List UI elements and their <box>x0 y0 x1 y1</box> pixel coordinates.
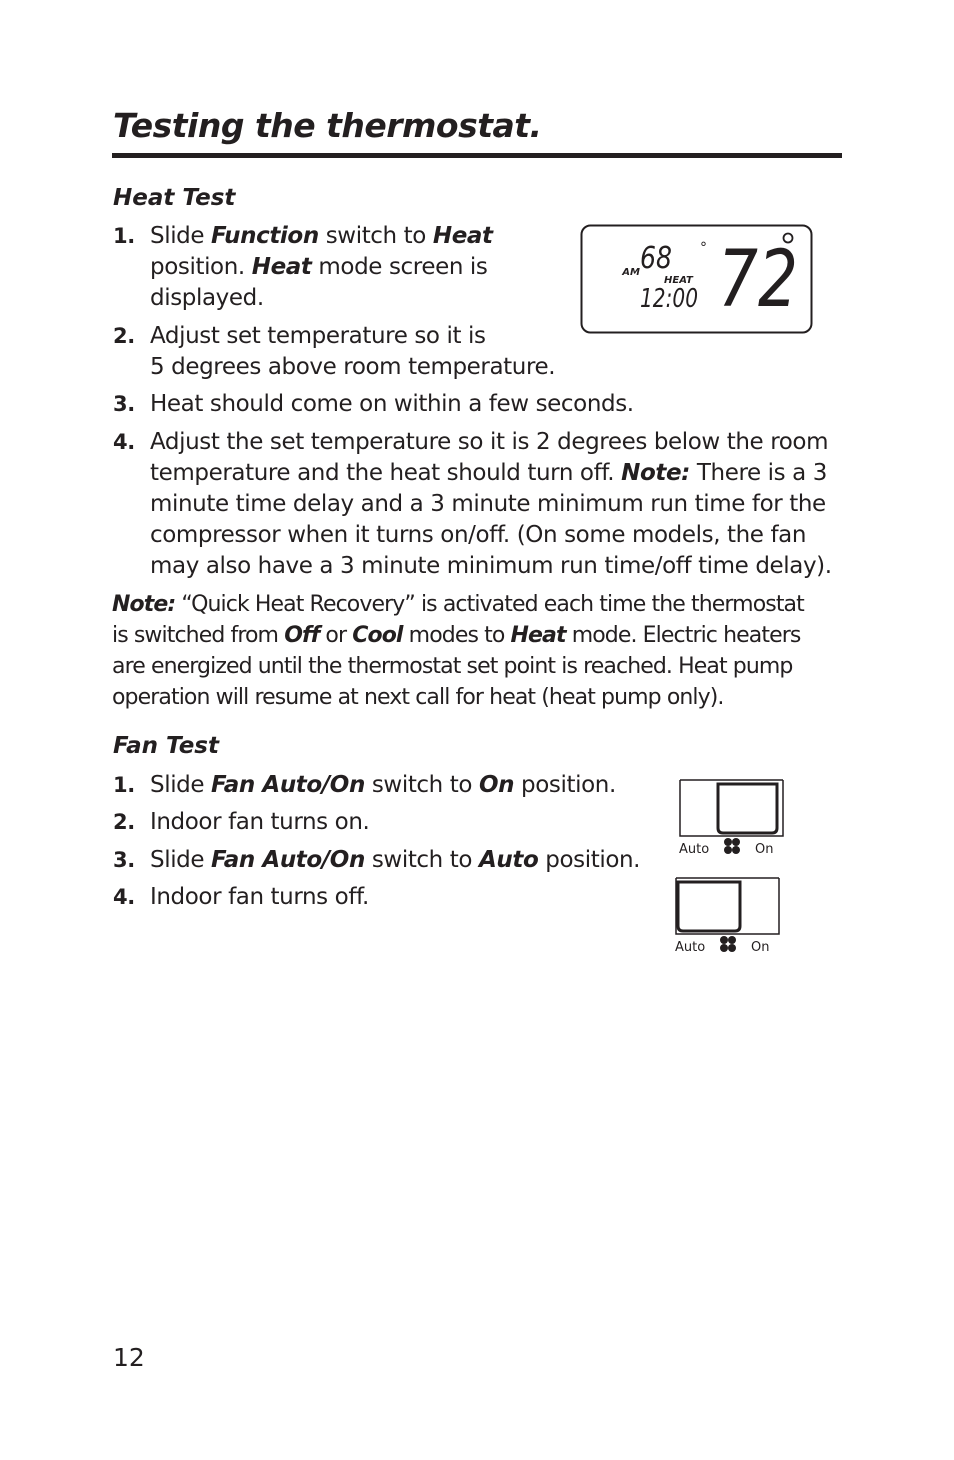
step-number: 1. <box>113 224 135 248</box>
fan-step-4: 4. Indoor fan turns off. <box>0 882 660 914</box>
fan-step-2: 2. Indoor fan turns on. <box>0 807 660 839</box>
fan-switch-auto-illustration <box>668 874 786 956</box>
am-indicator: AM <box>622 267 640 278</box>
set-temp-readout: 68 <box>640 241 672 276</box>
on-label: On <box>755 842 774 857</box>
step-number: 3. <box>113 848 135 872</box>
fan-icon <box>724 838 740 854</box>
fan-test-heading: Fan Test <box>113 733 219 759</box>
heat-mode-indicator: HEAT <box>664 275 693 286</box>
switch-slider-left <box>678 882 740 931</box>
note-line-1: Note: “Quick Heat Recovery” is activated each time the thermostat <box>112 592 804 617</box>
step-number: 3. <box>113 392 135 416</box>
page-title: Testing the thermostat. <box>113 106 542 145</box>
step-number: 2. <box>113 810 135 834</box>
fan-switch-on-illustration <box>672 776 790 858</box>
heat-step-2: 2. Adjust set temperature so it is 5 degrees above room temperature. <box>113 323 556 380</box>
step-number: 4. <box>113 430 135 454</box>
on-label: On <box>751 940 770 955</box>
note-line-4: operation will resume at next call for heat (heat pump only). <box>112 685 724 710</box>
title-rule <box>112 153 842 158</box>
heat-step-3: 3. Heat should come on within a few seconds. <box>0 389 954 421</box>
heat-step-1: 1. Slide Function switch to Heat position. Heat mode screen is displayed. <box>113 223 493 311</box>
switch-housing <box>680 780 783 836</box>
switch-slider-right <box>718 784 777 833</box>
step-number: 2. <box>113 324 135 348</box>
switch-housing <box>676 878 779 934</box>
fan-step-3: 3. Slide Fan Auto/On switch to Auto position. <box>0 845 660 877</box>
page-number: 12 <box>113 1343 145 1372</box>
time-readout: 12:00 <box>640 284 698 314</box>
step-number: 1. <box>113 773 135 797</box>
auto-label: Auto <box>675 940 706 955</box>
thermostat-display-illustration <box>580 224 814 336</box>
fan-step-1: 1. Slide Fan Auto/On switch to On position. <box>0 770 660 802</box>
auto-label: Auto <box>679 842 710 857</box>
fan-icon <box>720 936 736 952</box>
note-line-3: are energized until the thermostat set point is reached. Heat pump <box>112 654 793 679</box>
heat-step-4: 4. Adjust the set temperature so it is 2 degrees below the room temperature and the heat should turn off. Note: There is a 3 minute time delay and a 3 minute minimum run time for the compressor when it turns on/off. (On some models, the fan may also have a 3 minute minimum run time/off time delay). <box>113 429 832 579</box>
degree-symbol: ° <box>700 240 707 256</box>
note-line-2: is switched from Off or Cool modes to Heat mode. Electric heaters <box>112 623 801 648</box>
step-number: 4. <box>113 885 135 909</box>
room-temp-readout: 72 <box>718 235 798 325</box>
heat-test-heading: Heat Test <box>113 185 236 211</box>
